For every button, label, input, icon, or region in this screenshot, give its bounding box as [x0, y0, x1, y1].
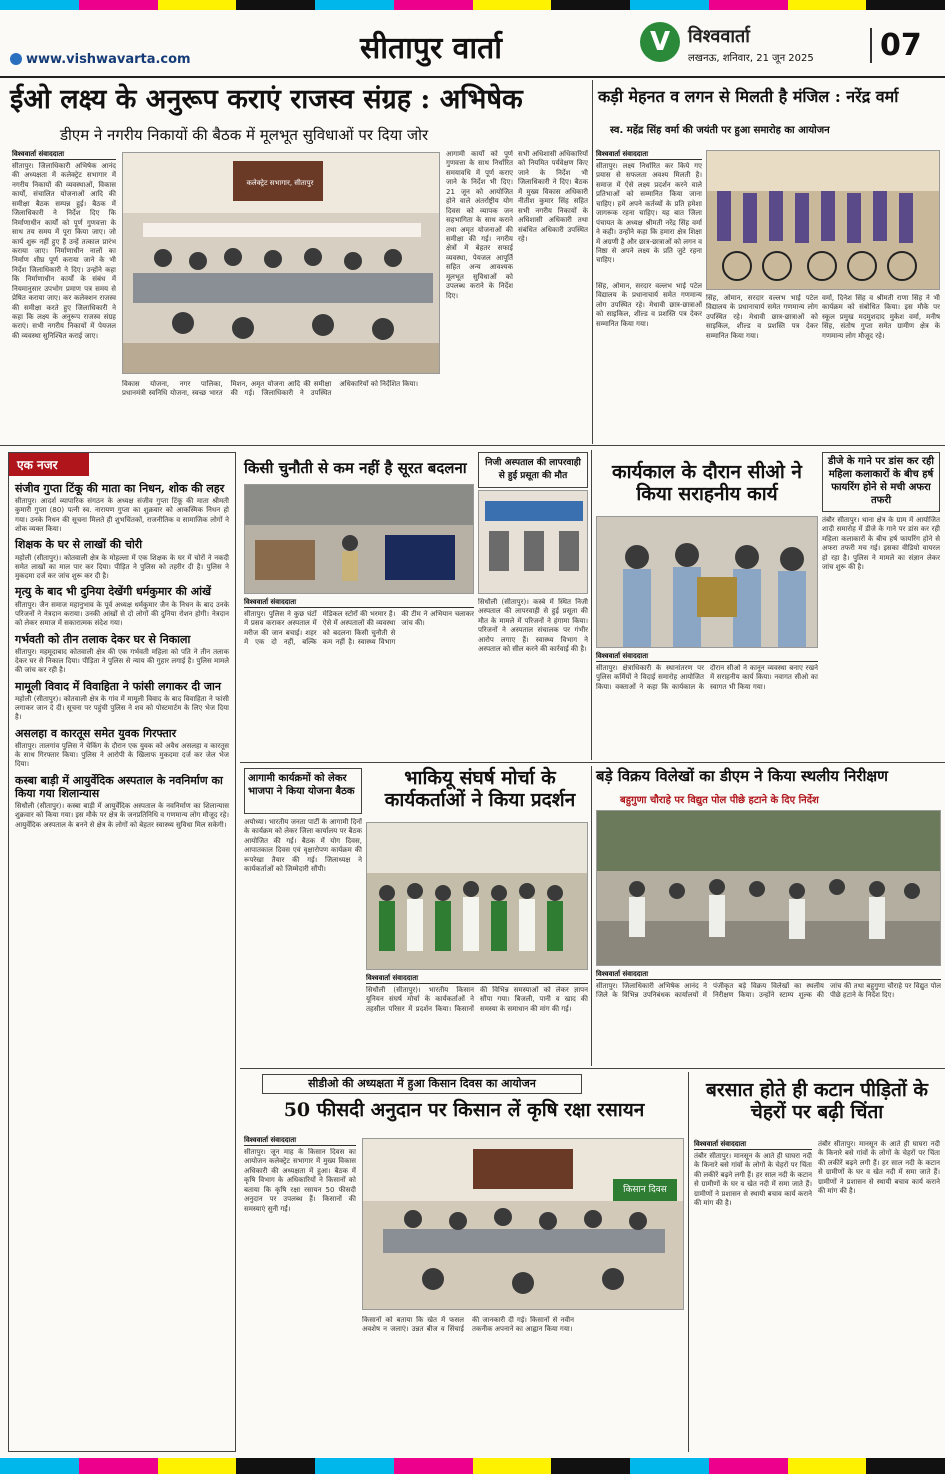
- hall-banner-text: कलेक्ट्रेट सभागार, सीतापुर: [246, 179, 314, 187]
- color-swatch: [866, 0, 945, 10]
- color-swatch: [630, 1458, 709, 1474]
- lead-photo-caption-text: विकास योजना, नगर पालिका, प्रधानमंत्री स्वनिधि योजना, स्वच्छ भारत मिशन, अमृत योजना आदि की समीक्षा की गई। जिलाधिकारी ने उपस्थित अधिकारियों को निर्देशित किया।: [122, 380, 419, 398]
- kisan-story: [244, 1136, 356, 1448]
- rain-reporter: विश्ववार्ता संवाददाता: [694, 1140, 812, 1150]
- ek-nazar-item-title: संजीव गुप्ता टिंकू की माता का निधन, शोक की लहर: [15, 482, 225, 495]
- dj-text: तंबौर सीतापुर। थाना क्षेत्र के ग्राम में आयोजित शादी समारोह में डीजे के गाने पर डांस कर रही महिला कलाकारों के बीच हर्ष फायरिंग होने से अफरा तफरी मच गई। इसका वीडियो वायरल हो रहा है। पुलिस ने मामले का संज्ञान लेकर जांच शुरू की है।: [822, 516, 940, 572]
- ek-nazar-list: [9, 476, 235, 832]
- section-divider: [240, 762, 945, 763]
- masthead-rule: [0, 76, 945, 78]
- inspection-headline: बड़े विक्रय विलेखों का डीएम ने किया स्थलीय निरीक्षण: [596, 767, 888, 785]
- color-swatch: [315, 1458, 394, 1474]
- dj-headline: डीजे के गाने पर डांस कर रही महिला कलाकारों के बीच हर्ष फायरिंग होने से मची अफरा तफरी: [822, 452, 940, 512]
- ek-nazar-item-title: गर्भवती को तीन तलाक देकर घर से निकाला: [15, 632, 191, 646]
- ek-nazar-item-title: मामूली विवाद में विवाहिता ने फांसी लगाकर दी जान: [15, 679, 222, 693]
- section-title: सीतापुर वार्ता: [360, 31, 502, 66]
- ek-nazar-item-text: महोली (सीतापुर)। कोतवाली क्षेत्र के मोहल्ला में एक शिक्षक के घर में चोरों ने नकदी समेत लाखों का माल पार कर दिया। पीड़ित ने पुलिस को तहरीर दी है। पुलिस ने मुकदमा दर्ज कर जांच शुरू कर दी है।: [15, 553, 229, 581]
- protest-photo: [366, 822, 588, 970]
- section-divider: [0, 445, 945, 446]
- challenge-reporter: विश्ववार्ता संवाददाता: [244, 598, 474, 608]
- color-swatch: [394, 1458, 473, 1474]
- inspection-reporter: विश्ववार्ता संवाददाता: [596, 970, 941, 980]
- inspection-photo: [596, 810, 941, 966]
- ek-nazar-item-title: असलहा व कारतूस समेत युवक गिरफ्तार: [15, 726, 177, 740]
- bottom-color-strip: [0, 1458, 945, 1474]
- color-swatch: [0, 0, 79, 10]
- color-swatch: [630, 0, 709, 10]
- hospital-image: [479, 491, 588, 594]
- color-swatch: [473, 0, 552, 10]
- inspection-subhead: बहुगुणा चौराहे पर विद्युत पोल पीछे हटाने के दिए निर्देश: [620, 795, 819, 806]
- color-swatch: [551, 1458, 630, 1474]
- ek-nazar-item-text: महोली (सीतापुर)। कोतवाली क्षेत्र के गांव में मामूली विवाद के बाद विवाहिता ने फांसी लगाकर जान दे दी। सूचना पर पहुंची पुलिस ने शव को पोस्टमार्टम के लिए भेज दिया है।: [15, 694, 229, 722]
- ek-nazar-item: [15, 680, 229, 723]
- kisan-text-2: किसानों को बताया कि खेत में फसल अवशेष न जलाएं। उन्नत बीज व सिंचाई की जानकारी दी गई। किसानों से नवीन तकनीक अपनाने का आह्वान किया गया।: [362, 1316, 574, 1334]
- ek-nazar-item-title: शिक्षक के घर से लाखों की चोरी: [15, 538, 143, 552]
- lead-col-1: [12, 150, 116, 440]
- lead-reporter: विश्ववार्ता संवाददाता: [12, 150, 116, 160]
- farmers-protest-image: [367, 823, 588, 970]
- tenure-headline: कार्यकाल के दौरान सीओ ने किया सराहनीय कार्य: [612, 461, 802, 505]
- right-top-body: सीतापुर। लक्ष्य निर्धारित कर किये गए प्रयास से सफलता अवश्य मिलती है। समाज में ऐसे लक्ष्य प्रदर्शन करने वाले प्रतिभाओं को सम्मानित किया जाना चाहिए। हमें अपने कर्तव्यों के प्रति हमेशा जागरूक रहना चाहिए। यह बात जिला पंचायत के अध्यक्ष श्रीमती नरेंद्र सिंह वर्मा ने कही। उन्होंने कहा कि हमारा क्षेत्र शिक्षा में अग्रणी है और छात्र-छात्राओं को लगन व निष्ठा से अपने लक्ष्य के प्रति जुटे रहना चाहिए।: [596, 162, 702, 265]
- divider: [592, 80, 593, 444]
- ek-nazar-item: [15, 538, 229, 581]
- bkiu-story: [366, 974, 588, 1068]
- ek-nazar-item-text: सीतापुर। तालगांव पुलिस ने चेकिंग के दौरान एक युवक को अवैध असलहा व कारतूस के साथ गिरफ्तार किया। पुलिस ने आरोपी के खिलाफ मुकदमा दर्ज कर जेल भेज दिया।: [15, 741, 229, 769]
- right-top-subhead: स्व. महेंद्र सिंह वर्मा की जयंती पर हुआ समारोह का आयोजन: [610, 125, 830, 136]
- color-swatch: [709, 0, 788, 10]
- color-swatch: [236, 1458, 315, 1474]
- ek-nazar-item: [15, 482, 229, 534]
- brand-name: विश्ववार्ता: [688, 26, 750, 47]
- color-registration-strip: [0, 0, 945, 10]
- color-swatch: [315, 0, 394, 10]
- award-ceremony-photo: [706, 150, 940, 290]
- kisan-diwas-board: किसान दिवस: [613, 1179, 677, 1201]
- bkiu-text: सिधौली (सीतापुर)। भारतीय किसान यूनियन संघर्ष मोर्चा के कार्यकर्ताओं ने तहसील परिसर में प्रदर्शन किया। किसानों की विभिन्न समस्याओं को लेकर ज्ञापन सौंपा गया। बिजली, पानी व खाद की समस्या के समाधान की मांग की गई।: [366, 986, 588, 1013]
- vishwavarta-logo-icon: V: [640, 22, 680, 62]
- globe-icon: [10, 53, 22, 65]
- color-swatch: [788, 1458, 867, 1474]
- tenure-text: सीतापुर। क्षेत्राधिकारी के स्थानांतरण पर पुलिस कर्मियों ने विदाई समारोह आयोजित किया। वक्ताओं ने कहा कि कार्यकाल के दौरान सीओ ने कानून व्यवस्था बनाए रखने में सराहनीय कार्य किया। नवागत सीओ का स्वागत भी किया गया।: [596, 664, 818, 691]
- kisan-meeting-image: [363, 1139, 684, 1310]
- lead-headline: ईओ लक्ष्य के अनुरूप कराएं राजस्व संग्रह : अभिषेक: [10, 84, 523, 115]
- right-top-headline: कड़ी मेहनत व लगन से मिलती है मंजिल : नरेंद्र वर्मा: [598, 87, 899, 106]
- hospital-building-photo: [478, 490, 588, 594]
- masthead: [0, 18, 945, 74]
- ek-nazar-item: [15, 774, 229, 830]
- inspection-story: [596, 970, 941, 1070]
- website-text: www.vishwavarta.com: [26, 52, 191, 67]
- color-swatch: [394, 0, 473, 10]
- divider: [591, 766, 592, 1066]
- farewell-photo: [596, 516, 818, 648]
- rain-text: तंबौर सीतापुर। मानसून के आते ही घाघरा नदी के किनारे बसे गांवों के लोगों के चेहरों पर चिंता की लकीरें बढ़ने लगी हैं। हर साल नदी के कटान से ग्रामीणों के घर व खेत नदी में समा जाते हैं। ग्रामीणों ने प्रशासन से स्थायी बचाव कार्य कराने की मांग की है।: [694, 1152, 812, 1208]
- page-number: 07: [870, 28, 922, 63]
- kisan-reporter: विश्ववार्ता संवाददाता: [244, 1136, 356, 1146]
- color-swatch: [551, 0, 630, 10]
- tenure-reporter: विश्ववार्ता संवाददाता: [596, 652, 818, 662]
- police-scene-photo: [244, 484, 474, 594]
- inspection-text: सीतापुर। जिलाधिकारी अभिषेक आनंद ने जिले के विभिन्न उपनिबंधक कार्यालयों में पंजीकृत बड़े विक्रय विलेखों का स्थलीय निरीक्षण किया। उन्होंने स्टाम्प शुल्क की जांच की तथा बहुगुणा चौराहे पर विद्युत पोल पीछे हटाने के निर्देश दिए।: [596, 982, 941, 1000]
- color-swatch: [788, 0, 867, 10]
- officers-with-idol-image: [597, 517, 818, 648]
- challenge-story: [244, 598, 474, 768]
- lead-subhead: डीएम ने नगरीय निकायों की बैठक में मूलभूत सुविधाओं पर दिया जोर: [60, 126, 429, 144]
- color-swatch: [236, 0, 315, 10]
- kisan-banner: सीडीओ की अध्यक्षता में हुआ किसान दिवस का आयोजन: [262, 1074, 582, 1094]
- color-swatch: [0, 1458, 79, 1474]
- ek-nazar-item: [15, 727, 229, 770]
- lead-body-1: सीतापुर। जिलाधिकारी अभिषेक आनंद की अध्यक्षता में कलेक्ट्रेट सभागार में नगरीय निकायों की व्यवस्थाओं, विकास कार्यों, संचालित योजनाओं आदि की समीक्षा बैठक सम्पन्न हुई। बैठक में जिलाधिकारी ने निर्देश दिए कि निर्माणाधीन कार्यों को पूर्ण गुणवत्ता के साथ तय समय में पूरा किया जाए। जो कार्य शुरू नहीं हुए हैं उन्हें तत्काल प्रारंभ कराया जाए। निर्माणाधीन नालों का निर्माण शीघ्र पूर्ण कराया जाने के भी निर्देश जिलाधिकारी ने दिए। उन्होंने कहा कि निर्माणाधीन कार्यों के संबंध में नियमानुसार उपभोग प्रमाण पत्र समय से प्रेषित कराया जाए। कर कलेक्शन राजस्व की समीक्षा करते हुए जिलाधिकारी ने कहा कि लक्ष्य के अनुरूप राजस्व संग्रह कराएं। सभी नगरीय निकायों में पेयजल की व्यवस्था सुनिश्चित कराई जाए।: [12, 162, 116, 340]
- lead-body-3: सभी अधिशासी अधिकारियों को नियमित पर्यवेक्षण किए जाने के निर्देश भी जिलाधिकारी ने दिए। बैठक में मुख्य विकास अधिकारी नीतीश कुमार सिंह सहित सभी नगरीय निकायों के अधिशासी अधिकारी तथा संबंधित अधिकारी उपस्थित रहे।: [518, 150, 588, 243]
- rain-headline: बरसात होते ही कटान पीड़ितों के चेहरों पर बढ़ी चिंता: [706, 1079, 928, 1123]
- kisan-headline: 50 फीसदी अनुदान पर किसान लें कृषि रक्षा रसायन: [283, 1099, 645, 1121]
- ek-nazar-item-text: सीतापुर। महमूदाबाद कोतवाली क्षेत्र की एक गर्भवती महिला को पति ने तीन तलाक देकर घर से निकाल दिया। पीड़िता ने पुलिस से न्याय की गुहार लगाई है। पुलिस मामले की जांच कर रही है।: [15, 647, 229, 675]
- ek-nazar-item-title: मृत्यु के बाद भी दुनिया देखेंगी धर्मकुमार की आंखें: [15, 585, 211, 599]
- right-top-body-2: सिंह, ओमान, सरदार वल्लभ भाई पटेल विद्यालय के प्रधानाचार्य समेत गणमान्य लोग उपस्थित रहे। मेधावी छात्र-छात्राओं को साइकिल, शील्ड व प्रशस्ति पत्र देकर सम्मानित किया गया।: [596, 282, 702, 328]
- divider: [688, 1072, 689, 1452]
- tenure-story: [596, 652, 818, 764]
- right-top-reporter: विश्ववार्ता संवाददाता: [596, 150, 702, 160]
- police-vehicle-image: [245, 485, 474, 594]
- rain-story: [694, 1140, 812, 1448]
- color-swatch: [866, 1458, 945, 1474]
- bkiu-reporter: विश्ववार्ता संवाददाता: [366, 974, 588, 984]
- kisan-diwas-photo: [362, 1138, 684, 1310]
- ek-nazar-item-text: सिधौली (सीतापुर)। कस्बा बाड़ी में आयुर्वेदिक अस्पताल के नवनिर्माण का शिलान्यास शुक्रवार को किया गया। इस मौके पर क्षेत्र के जनप्रतिनिधि व गणमान्य लोग मौजूद रहे। आयुर्वेदिक अस्पताल के बनने से क्षेत्र के लोगों को बेहतर स्वास्थ्य सुविधा मिल सकेगी।: [15, 802, 229, 829]
- right-top-col-1: [596, 150, 702, 290]
- bjp-meeting-text: अयोध्या। भारतीय जनता पार्टी के आगामी दिनों के कार्यक्रम को लेकर जिला कार्यालय पर बैठक आयोजित की गई। बैठक में योग दिवस, आपातकाल दिवस एवं वृक्षारोपण कार्यक्रम की रूपरेखा तैयार की गई। जिलाध्यक्ष ने कार्यकर्ताओं को जिम्मेदारी सौंपी।: [244, 818, 362, 874]
- ek-nazar-panel: [8, 452, 236, 1452]
- ek-nazar-item: [15, 633, 229, 676]
- color-swatch: [158, 1458, 237, 1474]
- divider: [591, 450, 592, 760]
- challenge-headline: किसी चुनौती से कम नहीं है सूरत बदलना: [244, 459, 467, 477]
- color-swatch: [709, 1458, 788, 1474]
- color-swatch: [473, 1458, 552, 1474]
- bkiu-headline: भाकियू संघर्ष मोर्चा के कार्यकर्ताओं ने किया प्रदर्शन: [384, 767, 576, 811]
- dateline: लखनऊ, शनिवार, 21 जून 2025: [688, 53, 814, 64]
- ek-nazar-item-text: सीतापुर। आदर्श व्यापारिक संगठन के अध्यक्ष संजीव गुप्ता टिंकू की माता श्रीमती कुमारी गुप्ता (80) पत्नी स्व. नारायण गुप्ता का शुक्रवार को आकस्मिक निधन हो गया। उनके निधन की सूचना मिलते ही शुभचिंतकों, राजनीतिक व सामाजिक लोगों ने शोक व्यक्त किया।: [15, 497, 229, 534]
- private-hospital-headline: निजी अस्पताल की लापरवाही से हुई प्रसूता की मौत: [478, 452, 588, 488]
- challenge-text: सीतापुर। पुलिस ने कुछ घंटों में प्रसव कराकर अस्पताल में मरीज की जान बचाई। शहर में एक दो नहीं, बल्कि मेडिकल स्टोरों की भरमार है। ऐसे में अस्पतालों की व्यवस्था को बदलना किसी चुनौती से कम नहीं है। स्वास्थ्य विभाग की टीम ने अभियान चलाकर जांच की।: [244, 610, 474, 647]
- lead-body-2: आगामी कार्यों को पूर्ण गुणवत्ता के साथ निर्धारित समयावधि में पूर्ण कराए जाने के निर्देश भी दिए। 21 जून को आयोजित होने वाले अंतर्राष्ट्रीय योग दिवस को व्यापक जन सहभागिता के साथ कराने तथा अमृत योजनाओं की समीक्षा की गई। नगरीय क्षेत्रों में बेहतर सफाई व्यवस्था, पेयजल आपूर्ति सहित अन्य आवश्यक मूलभूत सुविधाओं को उपलब्ध कराने के निर्देश दिए।: [446, 150, 513, 300]
- private-hospital-text: सिधौली (सीतापुर)। कस्बे में स्थित निजी अस्पताल की लापरवाही से हुई प्रसूता की मौत के मामले में परिजनों ने हंगामा किया। परिजनों ने अस्पताल संचालक पर गंभीर आरोप लगाए हैं। स्वास्थ्य विभाग ने अस्पताल को सील करने की कार्रवाई की है।: [478, 598, 588, 654]
- website-url[interactable]: [10, 52, 191, 67]
- ek-nazar-item: [15, 585, 229, 628]
- color-swatch: [79, 1458, 158, 1474]
- dm-inspection-image: [597, 811, 941, 966]
- ek-nazar-item-text: सीतापुर। जैन समाज महानुभाव के पूर्व अध्यक्ष धर्मकुमार जैन के निधन के बाद उनके परिजनों ने नेत्रदान कराया। उनकी आंखों से दो लोगों की दुनिया रोशन होगी। नेत्रदान को लेकर समाज में सकारात्मक संदेश गया।: [15, 600, 229, 628]
- students-with-bicycles-image: [707, 151, 940, 290]
- right-top-body-3: वर्मा, दिनेश सिंह व श्रीमती राणा सिंह ने भी कार्यक्रम को संबोधित किया। इस मौके पर स्कूल प्रमुख मदमुशदाद मुकेश वर्मा, मनीष सिंह, संतोष गुप्ता समेत ग्रामीण क्षेत्र के गणमान्य लोग मौजूद रहे।: [822, 294, 940, 340]
- section-divider: [240, 1068, 945, 1069]
- color-swatch: [79, 0, 158, 10]
- rain-text-2: तंबौर सीतापुर। मानसून के आते ही घाघरा नदी के किनारे बसे गांवों के लोगों के चेहरों पर चिंता की लकीरें बढ़ने लगी हैं। हर साल नदी के कटान से ग्रामीणों के घर व खेत नदी में समा जाते हैं। ग्रामीणों ने प्रशासन से स्थायी बचाव कार्य कराने की मांग की है।: [818, 1140, 940, 1196]
- right-top-body-2b: सिंह, ओमान, सरदार वल्लभ भाई पटेल विद्यालय के प्रधानाचार्य समेत गणमान्य लोग उपस्थित रहे। मेधावी छात्र-छात्राओं को साइकिल, शील्ड व प्रशस्ति पत्र देकर सम्मानित किया गया।: [706, 294, 818, 340]
- kisan-text: सीतापुर। जून माह के किसान दिवस का आयोजन कलेक्ट्रेट सभागार में मुख्य विकास अधिकारी की अध्यक्षता में हुआ। बैठक में कृषि विभाग के अधिकारियों ने किसानों को बताया कि कृषि रक्षा रसायन 50 फीसदी अनुदान पर उपलब्ध हैं। किसानों की समस्याएं सुनी गईं।: [244, 1148, 356, 1213]
- ek-nazar-item-title: कस्बा बाड़ी में आयुर्वेदिक अस्पताल के नवनिर्माण का किया गया शिलान्यास: [15, 773, 223, 800]
- bjp-meeting-headline: आगामी कार्यक्रमों को लेकर भाजपा ने किया योजना बैठक: [244, 768, 362, 814]
- color-swatch: [158, 0, 237, 10]
- lead-meeting-photo: [122, 152, 440, 374]
- ek-nazar-label: एक नजर: [9, 453, 89, 476]
